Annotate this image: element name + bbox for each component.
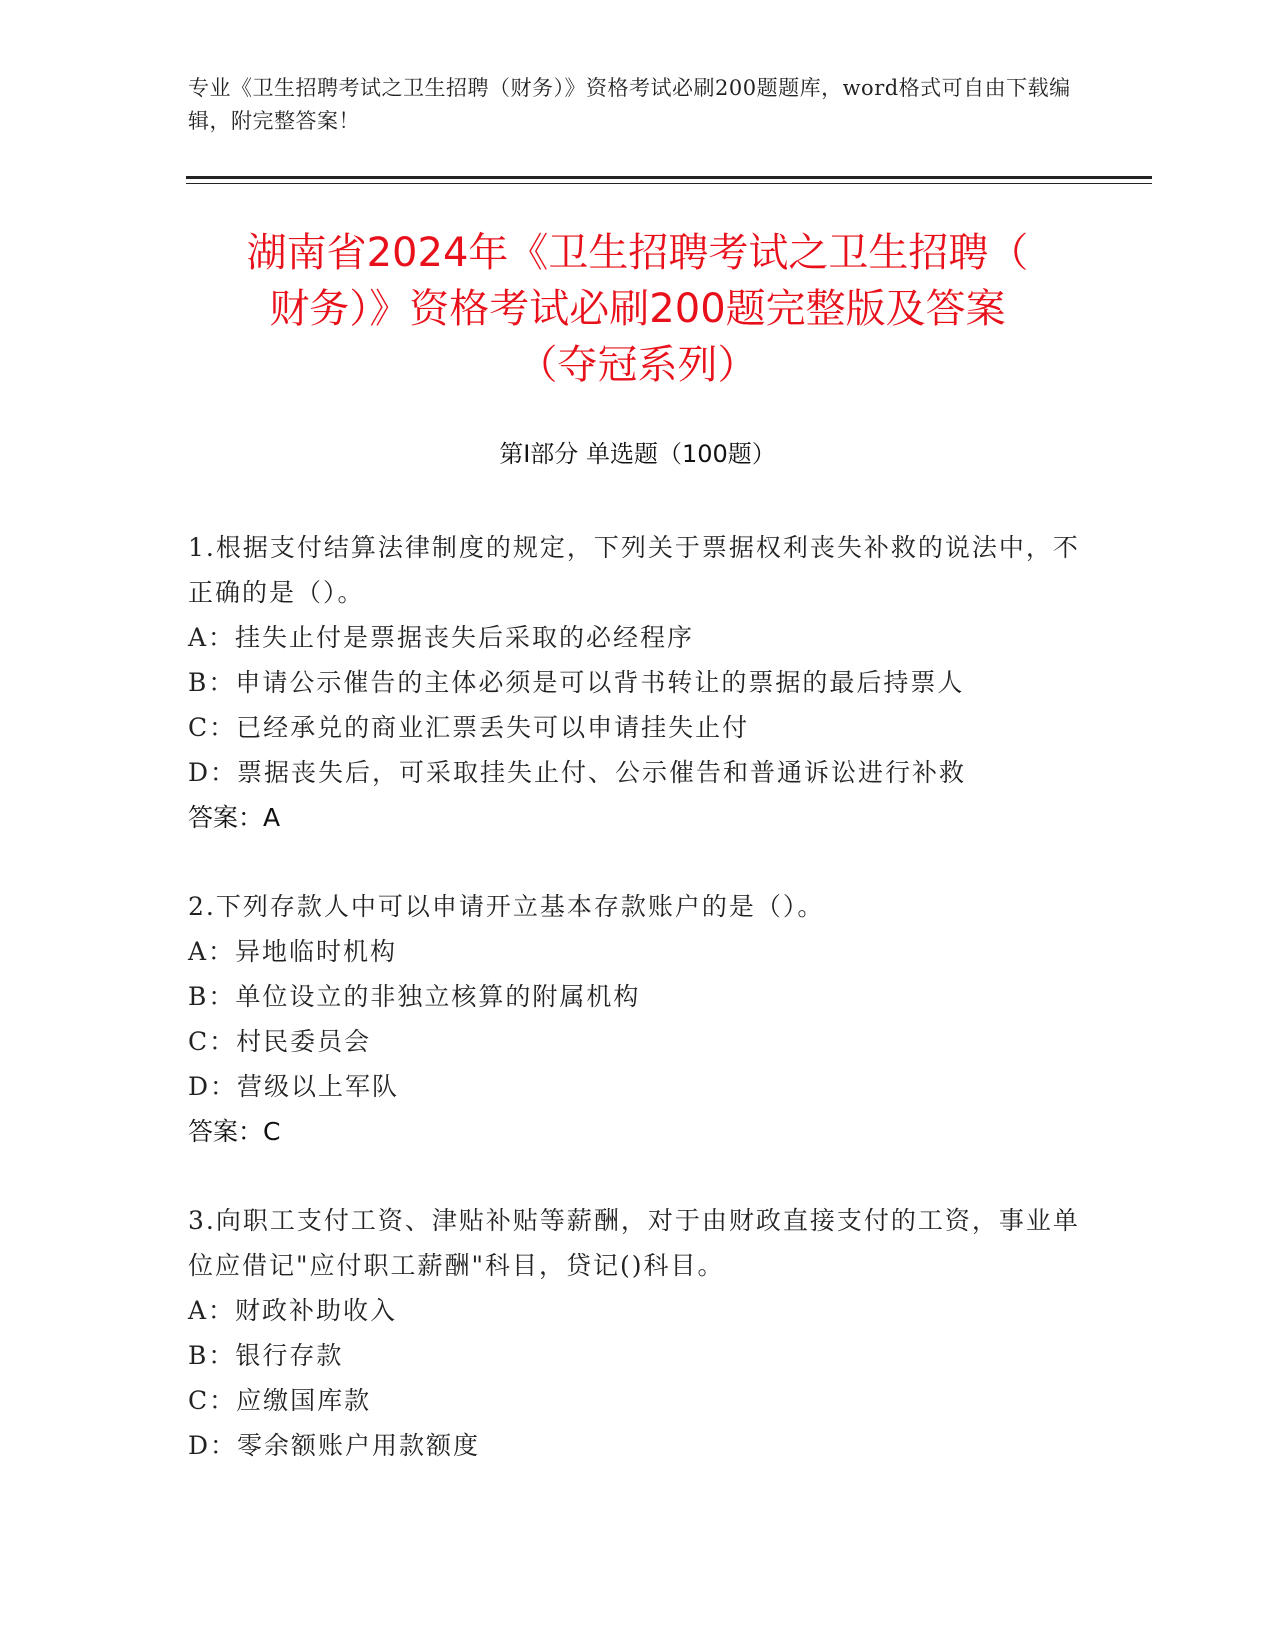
document-title	[170, 225, 1105, 393]
title-line-3: （夺冠系列）	[517, 342, 758, 388]
option-a: A：异地临时机构	[188, 937, 398, 966]
question-stem: 1.根据支付结算法律制度的规定，下列关于票据权利丧失补救的说法中，不正确的是（）。	[188, 533, 1080, 607]
option-a: A：挂失止付是票据丧失后采取的必经程序	[188, 623, 695, 652]
option-d: D：营级以上军队	[188, 1072, 400, 1101]
option-c: C：应缴国库款	[188, 1386, 372, 1415]
option-b: B：申请公示催告的主体必须是可以背书转让的票据的最后持票人	[188, 668, 965, 697]
section-heading: 第Ⅰ部分 单选题（100题）	[499, 440, 776, 468]
question-2	[188, 884, 1088, 1154]
option-a: A：财政补助收入	[188, 1296, 398, 1325]
option-c: C：已经承兑的商业汇票丢失可以申请挂失止付	[188, 713, 750, 742]
question-3	[188, 1198, 1088, 1468]
answer-line: 答案：A	[188, 803, 281, 832]
title-line-1: 湖南省2024年《卫生招聘考试之卫生招聘（	[246, 230, 1029, 276]
option-d: D：零余额账户用款额度	[188, 1431, 481, 1460]
option-c: C：村民委员会	[188, 1027, 372, 1056]
question-stem: 2.下列存款人中可以申请开立基本存款账户的是（）。	[188, 892, 825, 921]
question-list	[188, 525, 1088, 1512]
header-divider-thin	[186, 183, 1152, 184]
question-stem: 3.向职工支付工资、津贴补贴等薪酬，对于由财政直接支付的工资，事业单位应借记"应付职工薪酬"科目，贷记()科目。	[188, 1206, 1080, 1280]
header-divider-thick	[186, 176, 1152, 179]
answer-line: 答案：C	[188, 1117, 281, 1146]
header-note: 专业《卫生招聘考试之卫生招聘（财务）》资格考试必刷200题题库，word格式可自由下载编辑，附完整答案！	[188, 76, 1071, 133]
question-1	[188, 525, 1088, 840]
option-d: D：票据丧失后，可采取挂失止付、公示催告和普通诉讼进行补救	[188, 758, 967, 787]
option-b: B：银行存款	[188, 1341, 344, 1370]
option-b: B：单位设立的非独立核算的附属机构	[188, 982, 641, 1011]
title-line-2: 财务）》资格考试必刷200题完整版及答案	[269, 286, 1006, 332]
